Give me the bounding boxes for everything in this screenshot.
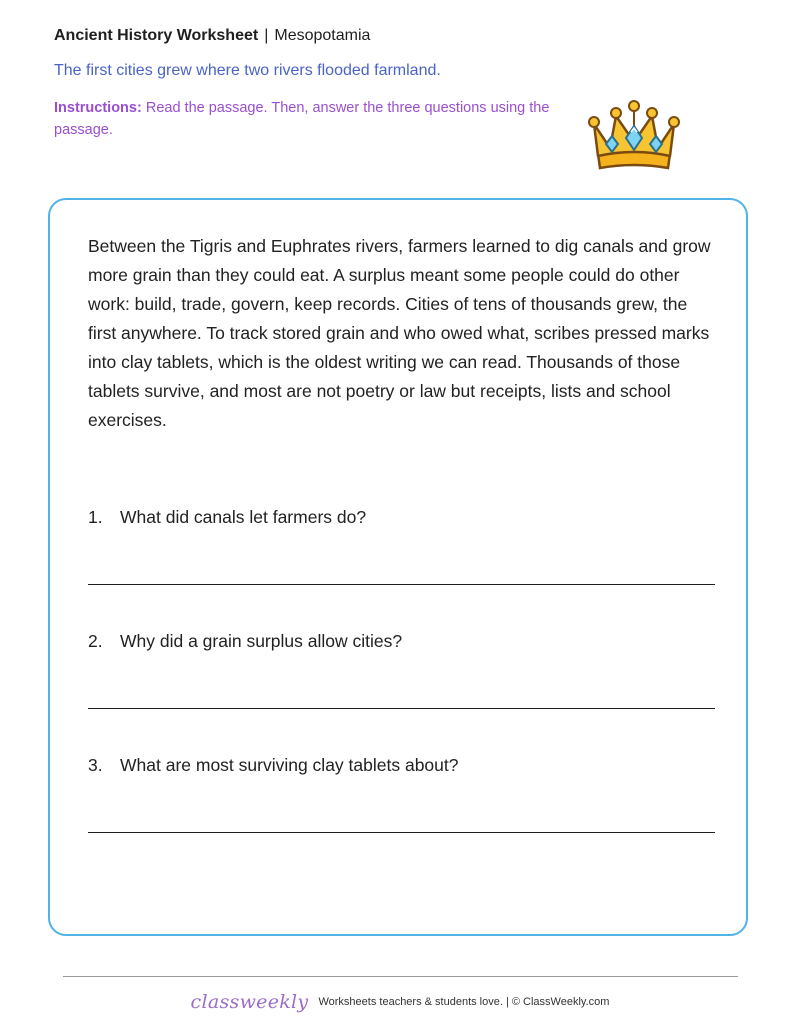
question-number: 2. bbox=[88, 631, 103, 651]
passage-card bbox=[48, 198, 748, 936]
instructions bbox=[54, 97, 574, 141]
footer-divider bbox=[63, 976, 738, 977]
worksheet-subtitle: The first cities grew where two rivers flooded farmland. bbox=[54, 62, 441, 79]
instructions-label: Instructions: bbox=[54, 100, 142, 116]
footer-tagline: Worksheets teachers & students love. | © ClassWeekly.com bbox=[318, 996, 610, 1009]
worksheet-topic: Mesopotamia bbox=[274, 27, 371, 44]
header-separator: | bbox=[264, 27, 269, 44]
worksheet-header bbox=[54, 26, 370, 46]
question-number: 1. bbox=[88, 507, 103, 527]
footer bbox=[0, 990, 800, 1014]
instructions-text: Read the passage. Then, answer the three questions using the passage. bbox=[54, 100, 550, 138]
answer-line-1[interactable] bbox=[88, 584, 715, 585]
question-text: What are most surviving clay tablets about? bbox=[120, 755, 459, 775]
question-1 bbox=[88, 506, 366, 528]
answer-line-2[interactable] bbox=[88, 708, 715, 709]
question-2 bbox=[88, 630, 402, 652]
question-3 bbox=[88, 754, 459, 776]
worksheet-title: Ancient History Worksheet bbox=[54, 27, 259, 44]
question-text: What did canals let farmers do? bbox=[120, 507, 367, 527]
answer-line-3[interactable] bbox=[88, 832, 715, 833]
reading-passage: Between the Tigris and Euphrates rivers, farmers learned to dig canals and grow more grain than they could eat. A surplus meant some people could do other work: build, trade, govern, keep records. Cities of tens of thousands grew, the first anywhere. To track stored grain and who owed what, scribes pressed marks into clay tablets, which is the oldest writing we can read. Thousands of those tablets survive, and most are not poetry or law but receipts, lists and school exercises. bbox=[88, 236, 711, 430]
question-number: 3. bbox=[88, 755, 103, 775]
brand-logo: classweekly bbox=[190, 991, 309, 1014]
crown-icon bbox=[584, 96, 684, 178]
question-text: Why did a grain surplus allow cities? bbox=[120, 631, 403, 651]
